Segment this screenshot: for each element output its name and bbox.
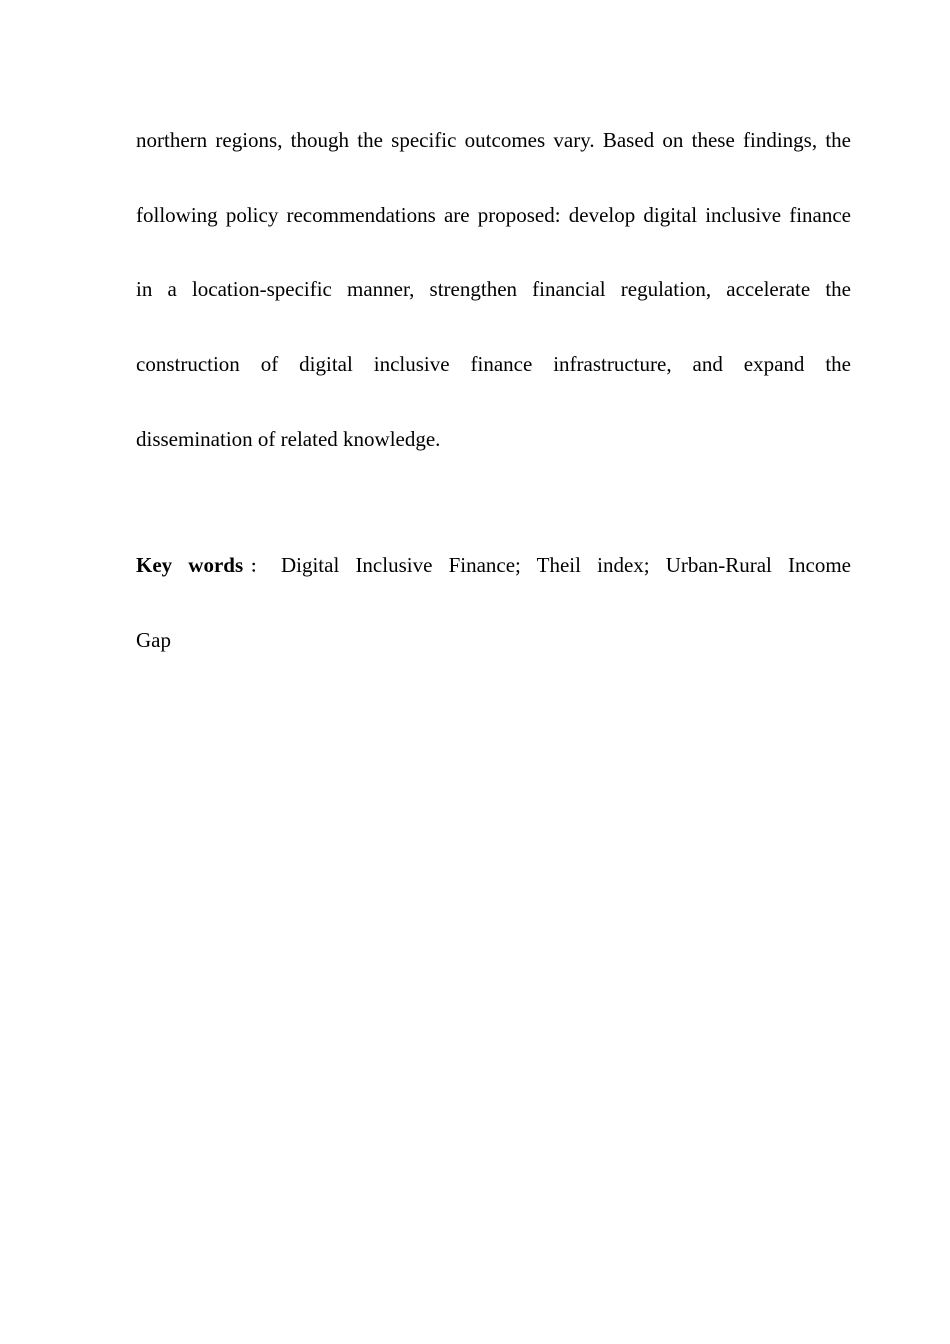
- keywords-section: [136, 549, 851, 698]
- keywords-label: Key words: [136, 553, 244, 577]
- keywords-line-1: [136, 549, 851, 624]
- keywords-text-1: Digital Inclusive Finance; Theil index; Urban-Rural Income: [280, 553, 852, 577]
- abstract-line-1: northern regions, though the specific outcomes vary. Based on these findings, the: [136, 128, 851, 152]
- abstract-paragraph: [136, 124, 851, 497]
- abstract-line-2: following policy recommendations are proposed: develop digital inclusive finance: [136, 202, 851, 227]
- keywords-colon: ：: [243, 559, 273, 576]
- keywords-line-2: Gap: [136, 627, 171, 652]
- abstract-line-5: dissemination of related knowledge.: [136, 426, 441, 451]
- abstract-line-4: construction of digital inclusive finance infrastructure, and expand the: [136, 352, 851, 377]
- abstract-line-3: in a location-specific manner, strengthen financial regulation, accelerate the: [136, 277, 851, 302]
